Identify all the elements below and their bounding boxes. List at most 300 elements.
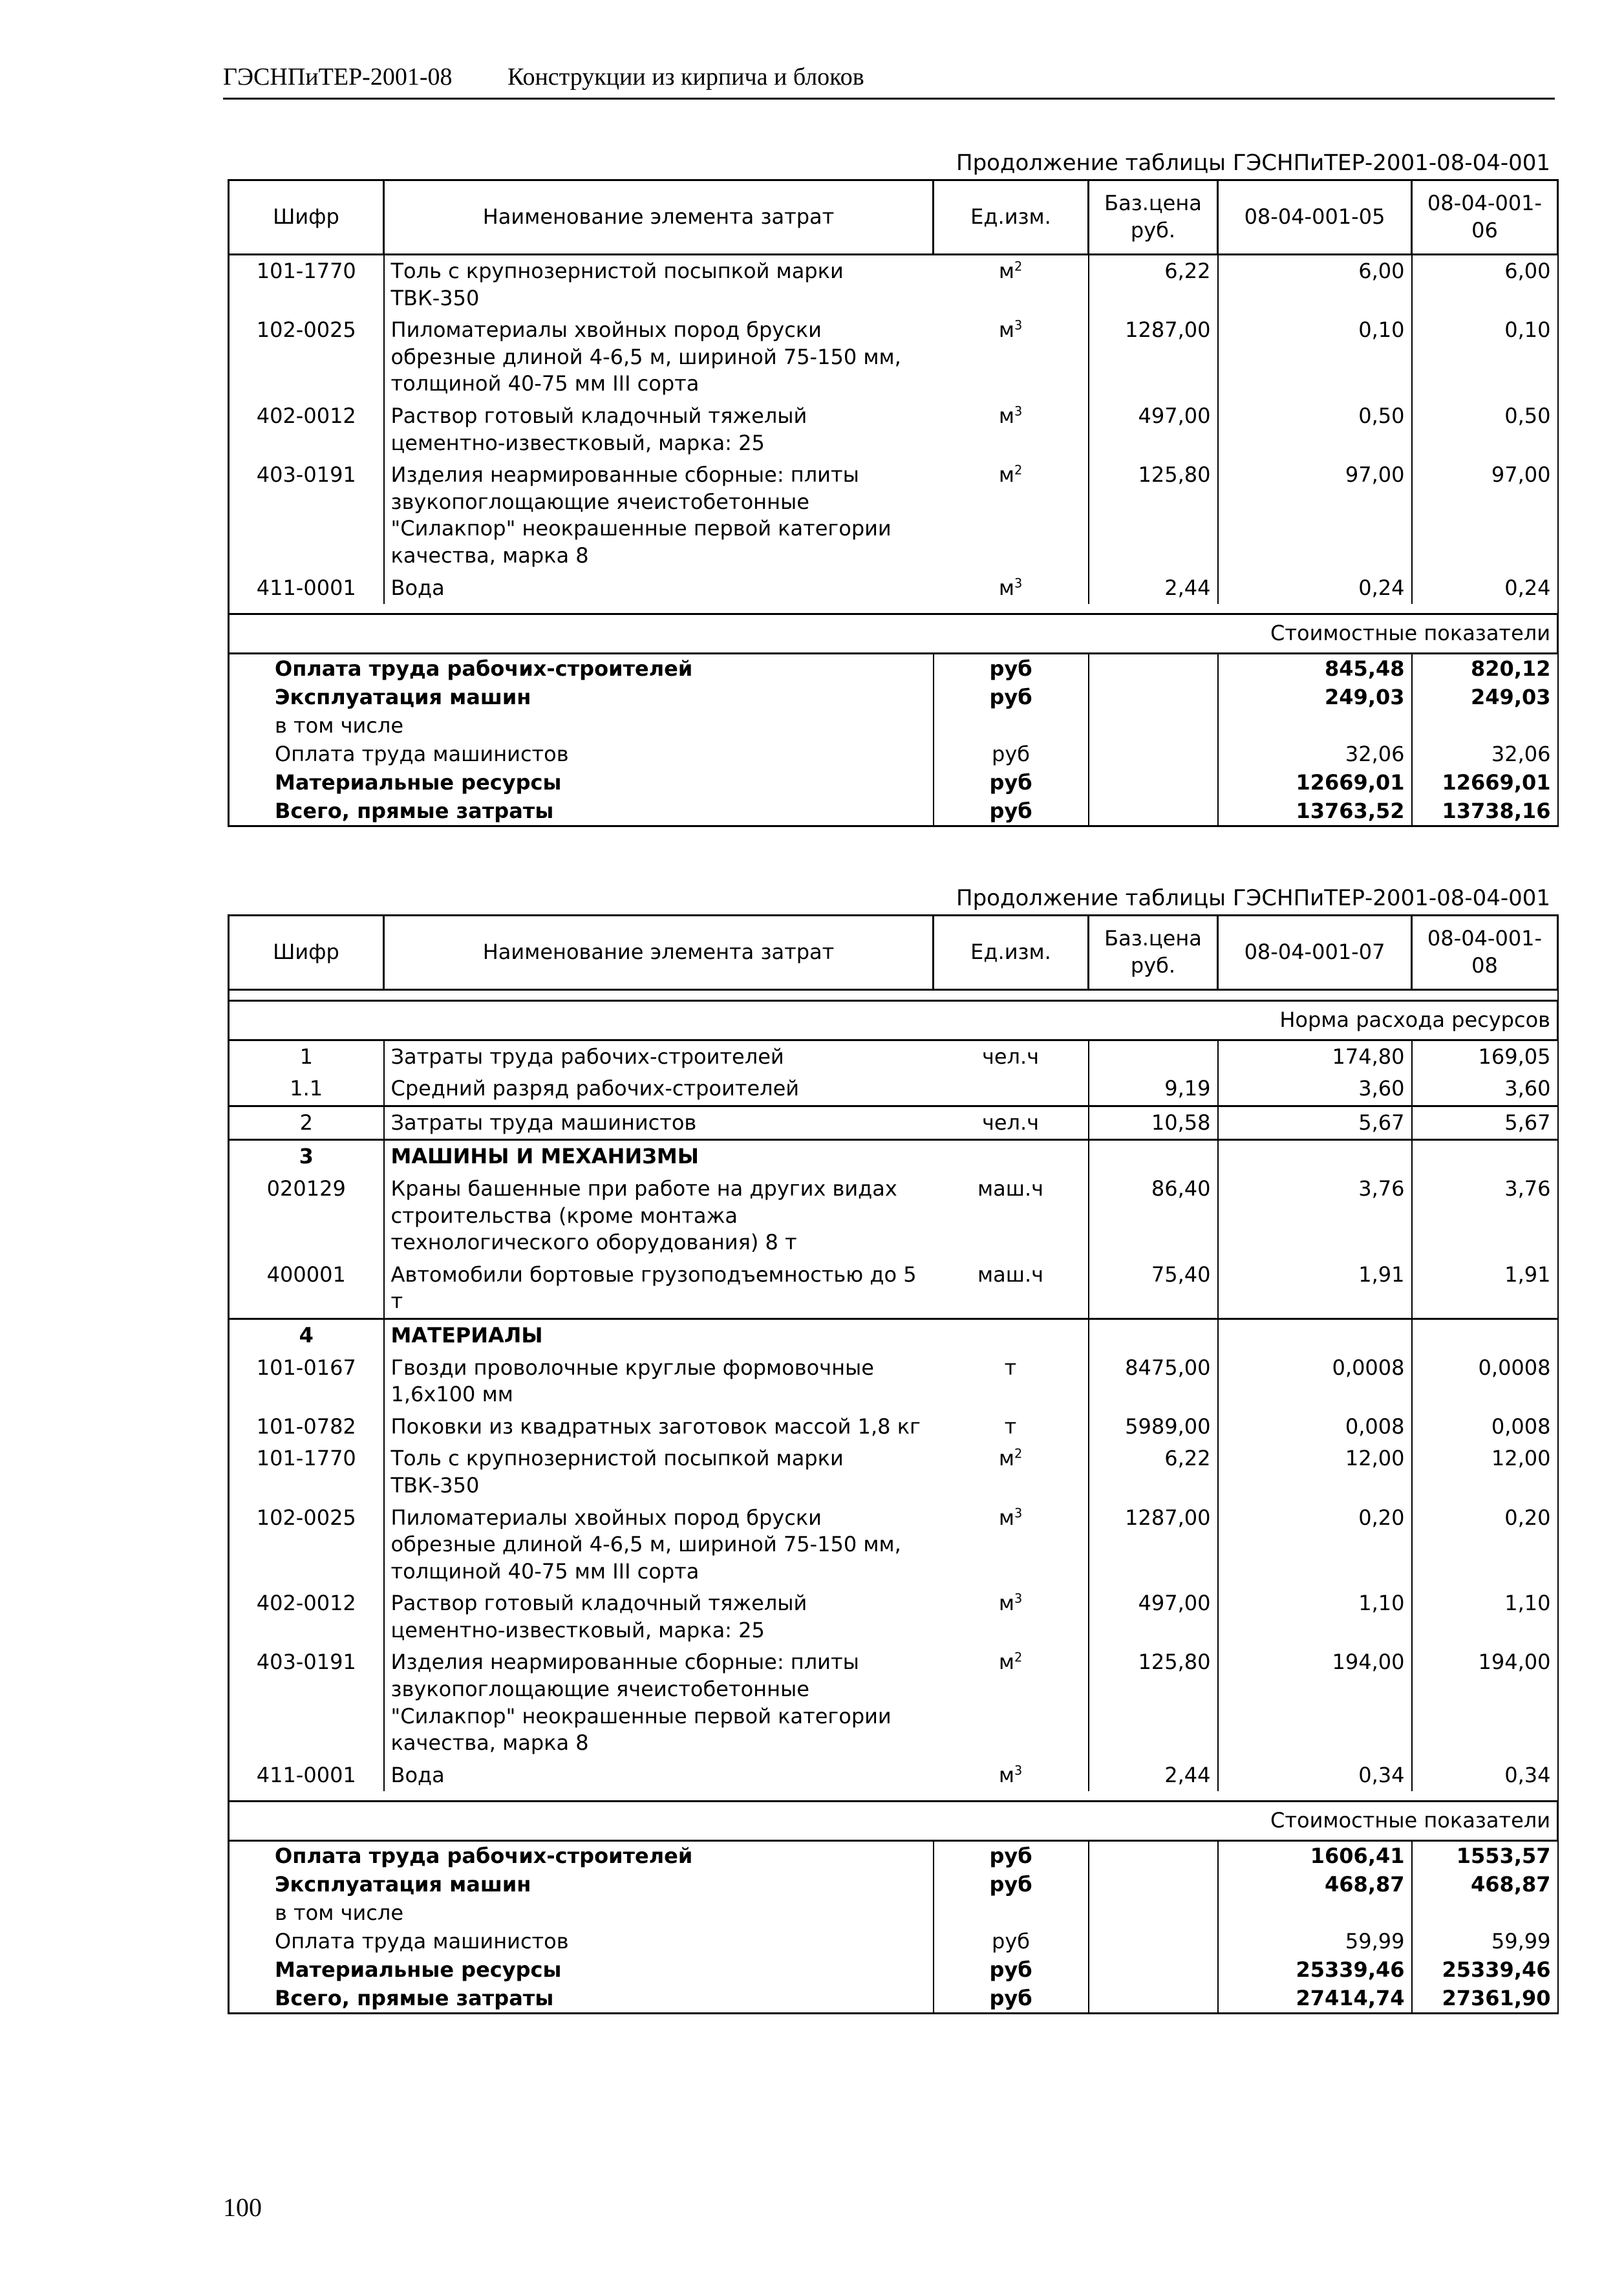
table1-continuation-caption: Продолжение таблицы ГЭСНПиТЕР-2001-08-04-001 xyxy=(956,150,1551,176)
empty-cell xyxy=(1412,1140,1558,1173)
row-name xyxy=(384,1073,934,1106)
row-unit-text: м xyxy=(998,1762,1014,1787)
summary-value-a xyxy=(1218,768,1412,797)
row-name-text: Раствор готовый кладочный тяжелый цементно-известковый, марка: 25 xyxy=(390,1591,807,1642)
summary-row xyxy=(229,653,1558,683)
row-name xyxy=(384,1106,934,1140)
empty-cell xyxy=(1218,1319,1412,1351)
section-title-text: МАШИНЫ И МЕХАНИЗМЫ xyxy=(390,1144,699,1169)
col-header-b: 08-04-001-08 xyxy=(1412,916,1558,990)
row-value-b xyxy=(1412,572,1558,605)
summary-value-a-text: 25339,46 xyxy=(1296,1957,1405,1983)
summary-unit-text: руб xyxy=(989,1844,1032,1869)
row-unit-text: т xyxy=(1004,1414,1017,1439)
summary-name-text: в том числе xyxy=(275,1900,403,1926)
row-unit-text: чел.ч xyxy=(981,1044,1040,1069)
col-header-b: 08-04-001-06 xyxy=(1412,180,1558,255)
row-name xyxy=(384,572,934,605)
row-value-a-text: 0,50 xyxy=(1358,403,1405,428)
col-header-a: 08-04-001-05 xyxy=(1218,180,1412,255)
summary-row xyxy=(229,1955,1558,1984)
row-value-b xyxy=(1412,1411,1558,1443)
row-unit-text: м xyxy=(998,1446,1014,1471)
row-unit xyxy=(934,1106,1089,1140)
header-title: Конструкции из кирпича и блоков xyxy=(508,63,864,91)
row-name xyxy=(384,1352,934,1411)
row-value-a-text: 5,67 xyxy=(1358,1110,1405,1135)
summary-name-text: Эксплуатация машин xyxy=(275,684,531,709)
summary-value-a-text: 468,87 xyxy=(1325,1872,1405,1897)
row-name-text: Изделия неармированные сборные: плиты звукопоглощающие ячеистобетонные "Силакпор" неокрашенные первой категории качества, марка 8 xyxy=(390,462,892,568)
row-code xyxy=(229,1443,384,1502)
row-name-text: Автомобили бортовые грузоподъемностью до 5 т xyxy=(390,1262,917,1314)
row-name xyxy=(384,1259,934,1319)
summary-value-a xyxy=(1218,711,1412,740)
row-value-b xyxy=(1412,400,1558,459)
row-unit xyxy=(934,1760,1089,1792)
row-value-a-text: 0,008 xyxy=(1345,1414,1405,1439)
summary-name-text: Оплата труда рабочих-строителей xyxy=(275,1844,693,1869)
summary-row xyxy=(229,768,1558,797)
row-name-text: Затраты труда рабочих-строителей xyxy=(390,1044,784,1069)
summary-row xyxy=(229,740,1558,768)
summary-name xyxy=(229,1955,934,1984)
row-price xyxy=(1089,1352,1218,1411)
summary-value-b-text: 820,12 xyxy=(1471,656,1551,681)
table-row xyxy=(229,1073,1558,1106)
row-value-b xyxy=(1412,1502,1558,1588)
row-value-a-text: 1,10 xyxy=(1358,1591,1405,1616)
row-value-a xyxy=(1218,1040,1412,1073)
table-row xyxy=(229,1411,1558,1443)
row-code-text: 101-0782 xyxy=(256,1414,356,1439)
row-price-text: 2,44 xyxy=(1164,575,1211,600)
summary-value-a xyxy=(1218,1927,1412,1955)
summary-unit xyxy=(934,1899,1089,1927)
row-unit xyxy=(934,1259,1089,1319)
row-name-text: Изделия неармированные сборные: плиты звукопоглощающие ячеистобетонные "Силакпор" неокрашенные первой категории качества, марка 8 xyxy=(390,1650,892,1756)
row-code xyxy=(229,1259,384,1319)
row-value-a-text: 174,80 xyxy=(1332,1044,1405,1069)
row-unit xyxy=(934,400,1089,459)
row-name xyxy=(384,400,934,459)
summary-name xyxy=(229,797,934,826)
table-row xyxy=(229,1040,1558,1073)
row-code xyxy=(229,1040,384,1073)
row-price xyxy=(1089,1411,1218,1443)
row-value-b xyxy=(1412,1040,1558,1073)
summary-row xyxy=(229,1841,1558,1871)
summary-value-b-text: 32,06 xyxy=(1491,741,1551,766)
row-value-a-text: 6,00 xyxy=(1358,259,1405,283)
cost-band-label-text: Стоимостные показатели xyxy=(1270,1808,1550,1833)
empty-cell xyxy=(1089,768,1218,797)
summary-row xyxy=(229,1899,1558,1927)
row-unit xyxy=(934,1646,1089,1759)
empty-cell xyxy=(1089,711,1218,740)
summary-name-text: Материальные ресурсы xyxy=(275,1957,562,1983)
norm-band-label-text: Норма расхода ресурсов xyxy=(1279,1007,1550,1032)
row-value-b-text: 0,34 xyxy=(1504,1762,1551,1787)
spacer-cell xyxy=(229,1791,1558,1802)
row-name-text: Толь с крупнозернистой посыпкой марки ТВК-350 xyxy=(390,259,844,310)
row-value-b-text: 0,24 xyxy=(1504,575,1551,600)
empty-cell xyxy=(1089,653,1218,683)
row-price xyxy=(1089,1259,1218,1319)
section-title-text: МАТЕРИАЛЫ xyxy=(390,1322,543,1348)
empty-cell xyxy=(1089,683,1218,711)
empty-cell xyxy=(1089,1955,1218,1984)
row-name-text: Пиломатериалы хвойных пород бруски обрезные длиной 4-6,5 м, шириной 75-150 мм, толщиной 40-75 мм III сорта xyxy=(390,318,901,396)
row-code xyxy=(229,1588,384,1646)
summary-value-a-text: 845,48 xyxy=(1325,656,1405,681)
table-row xyxy=(229,314,1558,400)
row-price xyxy=(1089,1502,1218,1588)
empty-cell xyxy=(1089,797,1218,826)
row-code xyxy=(229,1352,384,1411)
summary-value-b-text: 25339,46 xyxy=(1442,1957,1551,1983)
row-unit xyxy=(934,1588,1089,1646)
row-unit xyxy=(934,1411,1089,1443)
summary-unit xyxy=(934,653,1089,683)
row-price xyxy=(1089,255,1218,315)
row-value-a xyxy=(1218,572,1412,605)
summary-value-a xyxy=(1218,683,1412,711)
cost-band xyxy=(229,614,1558,654)
summary-unit-text: руб xyxy=(989,684,1032,709)
summary-value-a xyxy=(1218,653,1412,683)
section-number xyxy=(229,1140,384,1173)
section-title xyxy=(384,1319,934,1351)
row-value-a xyxy=(1218,1352,1412,1411)
summary-name-text: Эксплуатация машин xyxy=(275,1872,531,1897)
row-value-a-text: 3,60 xyxy=(1358,1076,1405,1101)
summary-value-b xyxy=(1412,768,1558,797)
summary-value-a xyxy=(1218,1955,1412,1984)
summary-unit xyxy=(934,1927,1089,1955)
summary-unit-text: руб xyxy=(989,656,1032,681)
unit-exponent: 3 xyxy=(1014,404,1023,419)
row-unit-text: м xyxy=(998,575,1014,600)
col-header-name: Наименование элемента затрат xyxy=(384,180,934,255)
summary-value-b xyxy=(1412,1870,1558,1899)
row-code-text: 102-0025 xyxy=(256,318,356,343)
row-code-text: 020129 xyxy=(266,1176,346,1201)
row-price-text: 497,00 xyxy=(1138,1591,1211,1616)
row-value-a xyxy=(1218,1411,1412,1443)
row-code-text: 101-1770 xyxy=(256,259,356,283)
row-unit xyxy=(934,1173,1089,1259)
row-code xyxy=(229,400,384,459)
empty-cell xyxy=(1089,1984,1218,2014)
row-name-text: Раствор готовый кладочный тяжелый цементно-известковый, марка: 25 xyxy=(390,403,807,455)
empty-cell xyxy=(934,1319,1089,1351)
table-row xyxy=(229,1760,1558,1792)
cost-band-label xyxy=(229,1802,1558,1841)
row-value-a-text: 0,20 xyxy=(1358,1505,1405,1530)
row-unit-text: м xyxy=(998,318,1014,343)
row-name xyxy=(384,1443,934,1502)
row-value-b xyxy=(1412,1173,1558,1259)
row-value-a xyxy=(1218,1646,1412,1759)
table-row xyxy=(229,255,1558,315)
summary-unit-text: руб xyxy=(992,1929,1030,1954)
row-value-b xyxy=(1412,459,1558,572)
table-row xyxy=(229,1173,1558,1259)
row-value-b-text: 3,60 xyxy=(1504,1076,1551,1101)
row-value-a-text: 0,34 xyxy=(1358,1762,1405,1787)
row-value-b xyxy=(1412,1106,1558,1140)
empty-cell xyxy=(1089,1841,1218,1871)
row-unit xyxy=(934,255,1089,315)
summary-unit xyxy=(934,1984,1089,2014)
summary-unit-text: руб xyxy=(989,798,1032,823)
empty-cell xyxy=(934,1140,1089,1173)
summary-name-text: Материальные ресурсы xyxy=(275,770,562,795)
row-price-text: 125,80 xyxy=(1138,1650,1211,1675)
row-name xyxy=(384,1646,934,1759)
summary-value-b xyxy=(1412,711,1558,740)
row-unit xyxy=(934,1443,1089,1502)
summary-value-b xyxy=(1412,683,1558,711)
summary-name xyxy=(229,1841,934,1871)
unit-exponent: 3 xyxy=(1014,575,1023,590)
row-value-a-text: 0,0008 xyxy=(1332,1355,1405,1380)
row-price-text: 86,40 xyxy=(1151,1176,1211,1201)
summary-unit-text: руб xyxy=(989,770,1032,795)
row-unit xyxy=(934,1073,1089,1106)
summary-value-b xyxy=(1412,1984,1558,2014)
row-value-b-text: 194,00 xyxy=(1478,1650,1551,1675)
row-value-b-text: 169,05 xyxy=(1478,1044,1551,1069)
col-header-code: Шифр xyxy=(229,916,384,990)
row-price xyxy=(1089,1588,1218,1646)
row-unit xyxy=(934,1502,1089,1588)
row-code-text: 411-0001 xyxy=(256,1762,356,1787)
row-code-text: 403-0191 xyxy=(256,1650,356,1675)
row-name xyxy=(384,1588,934,1646)
summary-value-a xyxy=(1218,1841,1412,1871)
row-value-a-text: 1,91 xyxy=(1358,1262,1405,1287)
row-code xyxy=(229,1173,384,1259)
row-unit-text: т xyxy=(1004,1355,1017,1380)
summary-unit-text: руб xyxy=(989,1986,1032,2011)
empty-cell xyxy=(1218,1140,1412,1173)
summary-value-a xyxy=(1218,1870,1412,1899)
row-value-a-text: 0,10 xyxy=(1358,318,1405,343)
table-header-row xyxy=(229,916,1558,990)
table-row xyxy=(229,1352,1558,1411)
row-unit-text: чел.ч xyxy=(981,1110,1040,1135)
row-price xyxy=(1089,1040,1218,1073)
section-number xyxy=(229,1319,384,1351)
row-code-text: 1 xyxy=(299,1044,313,1069)
row-name xyxy=(384,1411,934,1443)
table-row xyxy=(229,1502,1558,1588)
row-code xyxy=(229,1411,384,1443)
spacer-cell xyxy=(229,990,1558,1001)
row-price-text: 125,80 xyxy=(1138,462,1211,488)
summary-value-b xyxy=(1412,653,1558,683)
row-unit-text: м xyxy=(998,1505,1014,1530)
summary-value-b-text: 27361,90 xyxy=(1442,1986,1551,2011)
empty-cell xyxy=(1089,1319,1218,1351)
row-value-b-text: 1,10 xyxy=(1504,1591,1551,1616)
row-value-a xyxy=(1218,255,1412,315)
summary-unit xyxy=(934,1955,1089,1984)
summary-unit xyxy=(934,1841,1089,1871)
row-value-b xyxy=(1412,1073,1558,1106)
summary-value-a-text: 1606,41 xyxy=(1310,1844,1405,1869)
row-unit-text: м xyxy=(998,1591,1014,1616)
row-value-b-text: 0,008 xyxy=(1491,1414,1551,1439)
summary-value-b-text: 1553,57 xyxy=(1456,1844,1551,1869)
row-value-a xyxy=(1218,1443,1412,1502)
row-name xyxy=(384,1760,934,1792)
row-price xyxy=(1089,572,1218,605)
summary-unit xyxy=(934,740,1089,768)
row-value-b xyxy=(1412,1443,1558,1502)
row-price xyxy=(1089,1073,1218,1106)
empty-cell xyxy=(1089,1140,1218,1173)
table-row xyxy=(229,1259,1558,1319)
row-name xyxy=(384,314,934,400)
row-unit-text: маш.ч xyxy=(977,1176,1044,1201)
row-unit-text: м xyxy=(998,259,1014,283)
row-name-text: Вода xyxy=(390,1762,445,1787)
band-spacer xyxy=(229,1791,1558,1802)
row-price xyxy=(1089,459,1218,572)
summary-name-text: Оплата труда машинистов xyxy=(275,741,569,766)
col-header-unit: Ед.изм. xyxy=(934,916,1089,990)
row-price xyxy=(1089,1106,1218,1140)
row-value-a-text: 97,00 xyxy=(1345,462,1405,488)
table-header-row xyxy=(229,180,1558,255)
unit-exponent: 3 xyxy=(1014,1591,1023,1606)
row-value-b xyxy=(1412,1352,1558,1411)
summary-name-text: в том числе xyxy=(275,713,403,738)
row-price-text: 1287,00 xyxy=(1125,318,1211,343)
row-name xyxy=(384,255,934,315)
unit-exponent: 3 xyxy=(1014,318,1023,333)
row-name-text: Пиломатериалы хвойных пород бруски обрезные длиной 4-6,5 м, шириной 75-150 мм, толщиной 40-75 мм III сорта xyxy=(390,1505,901,1584)
summary-value-b xyxy=(1412,1899,1558,1927)
summary-value-a xyxy=(1218,1899,1412,1927)
row-code-text: 101-1770 xyxy=(256,1446,356,1471)
row-value-b-text: 1,91 xyxy=(1504,1262,1551,1287)
row-value-a xyxy=(1218,1173,1412,1259)
empty-cell xyxy=(1089,740,1218,768)
row-value-b-text: 6,00 xyxy=(1504,259,1551,283)
summary-value-a xyxy=(1218,797,1412,826)
summary-value-a-text: 249,03 xyxy=(1325,684,1405,709)
norm-band-label xyxy=(229,1001,1558,1040)
summary-value-b-text: 13738,16 xyxy=(1442,798,1551,823)
row-code xyxy=(229,1760,384,1792)
row-code xyxy=(229,1106,384,1140)
row-value-a xyxy=(1218,400,1412,459)
unit-exponent: 2 xyxy=(1014,462,1023,478)
col-header-code: Шифр xyxy=(229,180,384,255)
row-value-b xyxy=(1412,314,1558,400)
row-value-b-text: 5,67 xyxy=(1504,1110,1551,1135)
row-price-text: 2,44 xyxy=(1164,1762,1211,1787)
summary-row xyxy=(229,797,1558,826)
section-number-text: 4 xyxy=(299,1322,314,1348)
norms-table-2 xyxy=(228,914,1559,2014)
row-value-b-text: 12,00 xyxy=(1491,1446,1551,1471)
summary-name xyxy=(229,1870,934,1899)
row-value-a xyxy=(1218,1588,1412,1646)
row-value-b xyxy=(1412,1646,1558,1759)
summary-name xyxy=(229,740,934,768)
row-name xyxy=(384,1502,934,1588)
summary-name xyxy=(229,1984,934,2014)
unit-exponent: 2 xyxy=(1014,259,1023,274)
row-name-text: Краны башенные при работе на других видах строительства (кроме монтажа технологического оборудования) 8 т xyxy=(390,1176,897,1255)
summary-value-b xyxy=(1412,1927,1558,1955)
row-value-b-text: 0,0008 xyxy=(1478,1355,1551,1380)
summary-row xyxy=(229,711,1558,740)
row-value-a-text: 3,76 xyxy=(1358,1176,1405,1201)
row-price-text: 497,00 xyxy=(1138,403,1211,428)
row-code xyxy=(229,1073,384,1106)
section-title xyxy=(384,1140,934,1173)
row-value-a xyxy=(1218,1760,1412,1792)
row-name-text: Поковки из квадратных заготовок массой 1,8 кг xyxy=(390,1414,921,1439)
row-unit xyxy=(934,314,1089,400)
row-value-b-text: 0,20 xyxy=(1504,1505,1551,1530)
row-value-a xyxy=(1218,1106,1412,1140)
row-name-text: Гвозди проволочные круглые формовочные 1,6х100 мм xyxy=(390,1355,874,1407)
table-row xyxy=(229,1646,1558,1759)
unit-exponent: 2 xyxy=(1014,1650,1023,1665)
row-value-b xyxy=(1412,255,1558,315)
summary-value-a xyxy=(1218,1984,1412,2014)
summary-value-b xyxy=(1412,1841,1558,1871)
table2-continuation-caption: Продолжение таблицы ГЭСНПиТЕР-2001-08-04-001 xyxy=(956,885,1551,911)
band-spacer xyxy=(229,604,1558,614)
row-code-text: 102-0025 xyxy=(256,1505,356,1530)
summary-name-text: Оплата труда рабочих-строителей xyxy=(275,656,693,681)
row-code-text: 402-0012 xyxy=(256,403,356,428)
table-row xyxy=(229,1588,1558,1646)
summary-unit-text: руб xyxy=(992,741,1030,766)
table-row xyxy=(229,400,1558,459)
unit-exponent: 3 xyxy=(1014,1505,1023,1520)
header-code: ГЭСНПиТЕР-2001-08 xyxy=(223,63,453,91)
row-code-text: 411-0001 xyxy=(256,575,356,600)
row-code xyxy=(229,572,384,605)
summary-value-a xyxy=(1218,740,1412,768)
summary-value-b-text: 59,99 xyxy=(1491,1929,1551,1954)
summary-value-a-text: 32,06 xyxy=(1345,741,1405,766)
summary-name xyxy=(229,768,934,797)
row-code xyxy=(229,1502,384,1588)
cost-band-label xyxy=(229,614,1558,654)
row-price xyxy=(1089,314,1218,400)
summary-name xyxy=(229,1927,934,1955)
cost-band xyxy=(229,1802,1558,1841)
summary-unit-text: руб xyxy=(989,1872,1032,1897)
row-name-text: Толь с крупнозернистой посыпкой марки ТВК-350 xyxy=(390,1446,844,1498)
summary-unit-text: руб xyxy=(989,1957,1032,1983)
table-row xyxy=(229,1443,1558,1502)
summary-value-a-text: 13763,52 xyxy=(1296,798,1405,823)
summary-name-text: Всего, прямые затраты xyxy=(275,798,554,823)
row-code-text: 2 xyxy=(299,1110,313,1135)
table-row xyxy=(229,459,1558,572)
